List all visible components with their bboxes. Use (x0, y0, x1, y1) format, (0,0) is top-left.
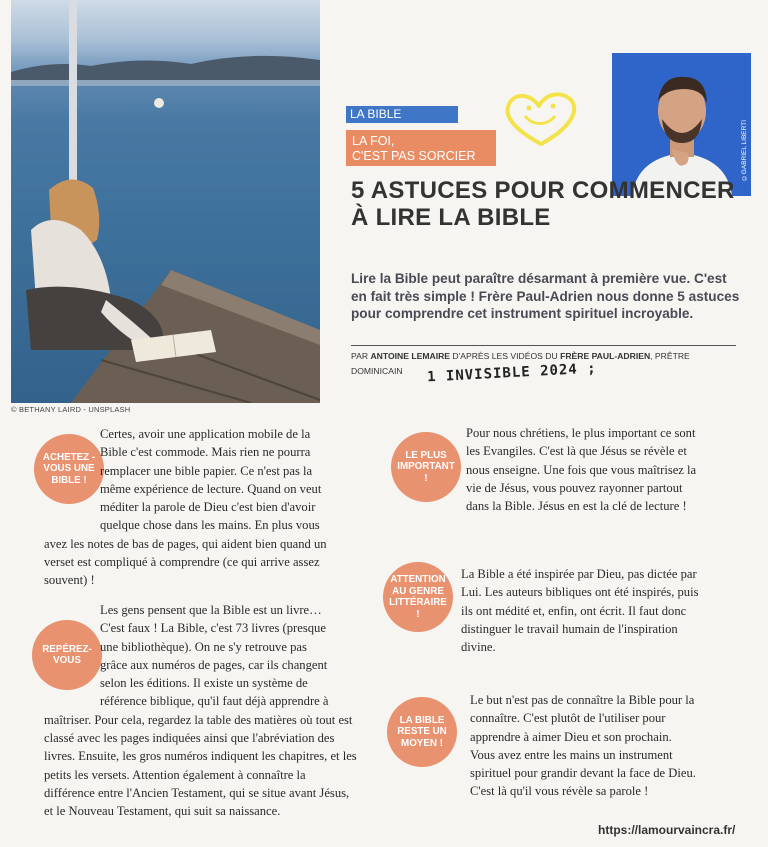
article-intro: Lire la Bible peut paraître désarmant à première vue. C'est en fait très simple ! Frère Paul-Adrien nous donne 5 astuces pour comprendre cet instrument spirituel incroyable. (351, 271, 740, 321)
photo-credit: © BETHANY LAIRD - UNSPLASH (11, 405, 131, 414)
tip-text-2: Les gens pensent que la Bible est un livre… C'est faux ! La Bible, c'est 73 livres (presque une bibliothèque). On ne s'y retrouve pas grâce aux numéros de pages, car ils changent selon les éditions. Il existe un système de référence biblique, qu'il faut déjà apprendre à maîtriser. Pour cela, regardez la table des matières où tout est classé avec les pages indiquées ainsi que l'abréviation des livres. Ensuite, les gros numéros indiquent les chapitres, et les petits les versets. Attention également à connaître la différence entre l'Ancien Testament, qui se situe avant Jésus, et le Nouveau Testament, qui suit sa naissance. (44, 603, 357, 819)
tip-text-5: Le but n'est pas de connaître la Bible pour la connaître. C'est plutôt de l'utiliser pour apprendre à aimer Dieu et son prochain. Vous avez entre les mains un instrument spirituel pour grandir devant la face de Dieu. C'est là qu'il vous révèle sa parole ! (470, 693, 696, 799)
tip-badge-5: LA BIBLE RESTE UN MOYEN ! (387, 697, 457, 767)
lake-reading-photo (11, 0, 320, 403)
website-url[interactable]: https://lamourvaincra.fr/ (598, 823, 736, 837)
section-tag-bible: LA BIBLE (346, 106, 458, 123)
portrait-illustration (612, 53, 751, 196)
tip-text-1: Certes, avoir une application mobile de la Bible c'est commode. Mais rien ne pourra remplacer une bible papier. Ce n'est pas la même expérience de lecture. Quand on veut méditer la parole de Dieu c'est bien d'avoir quelque chose dans les mains. En plus vous avez les notes de bas de pages, qui aident bien quand un verset est compliqué à comprendre (ce qui arrive assez souvent) ! (44, 427, 327, 588)
tip-text-4: La Bible a été inspirée par Dieu, pas dictée par Lui. Les auteurs bibliques ont été inspirés, puis ils ont médité et, enfin, ont écrit. Il faut donc distinguer le travail humain de l'inspiration divine. (461, 567, 699, 655)
byline-author: ANTOINE LEMAIRE (370, 351, 451, 361)
tip-badge-1: ACHETEZ -VOUS UNE BIBLE ! (34, 434, 104, 504)
faith-tag-line1: LA FOI, (352, 134, 395, 148)
photo-illustration (11, 0, 320, 403)
byline-end: , PRÊTRE (650, 351, 690, 361)
tip-badge-2: REPÉREZ- VOUS (32, 620, 102, 690)
article-title: 5 ASTUCES POUR COMMENCER À LIRE LA BIBLE (351, 177, 735, 231)
faith-tag-line2: C'EST PAS SORCIER (352, 149, 476, 163)
byline-middle: D'APRÈS LES VIDÉOS DU (452, 351, 558, 361)
author-portrait (612, 53, 751, 196)
portrait-credit: ©GABRIEL LIBERTI (741, 120, 748, 182)
section-tag-faith (346, 130, 496, 166)
tip-badge-4: ATTENTION AU GENRE LITTÉRAIRE ! (383, 562, 453, 632)
tip-text-3: Pour nous chrétiens, le plus important ce sont les Evangiles. C'est là que Jésus se révèle et nous enseigne. Une fois que vous maîtrisez la vie de Jésus, vous pouvez rayonner partout dans la Bible. Jésus en est la clé de lecture ! (466, 426, 697, 514)
tip-badge-3: LE PLUS IMPORTANT ! (391, 432, 461, 502)
byline-speaker: FRÈRE PAUL-ADRIEN (560, 351, 651, 361)
byline-divider (351, 345, 736, 346)
heart-scribble-icon (495, 86, 587, 152)
byline-par: PAR (351, 351, 369, 361)
byline-line2: DOMINICAIN (351, 366, 403, 376)
handwritten-note: 1 INVISIBLE 2024 ; (426, 360, 598, 386)
